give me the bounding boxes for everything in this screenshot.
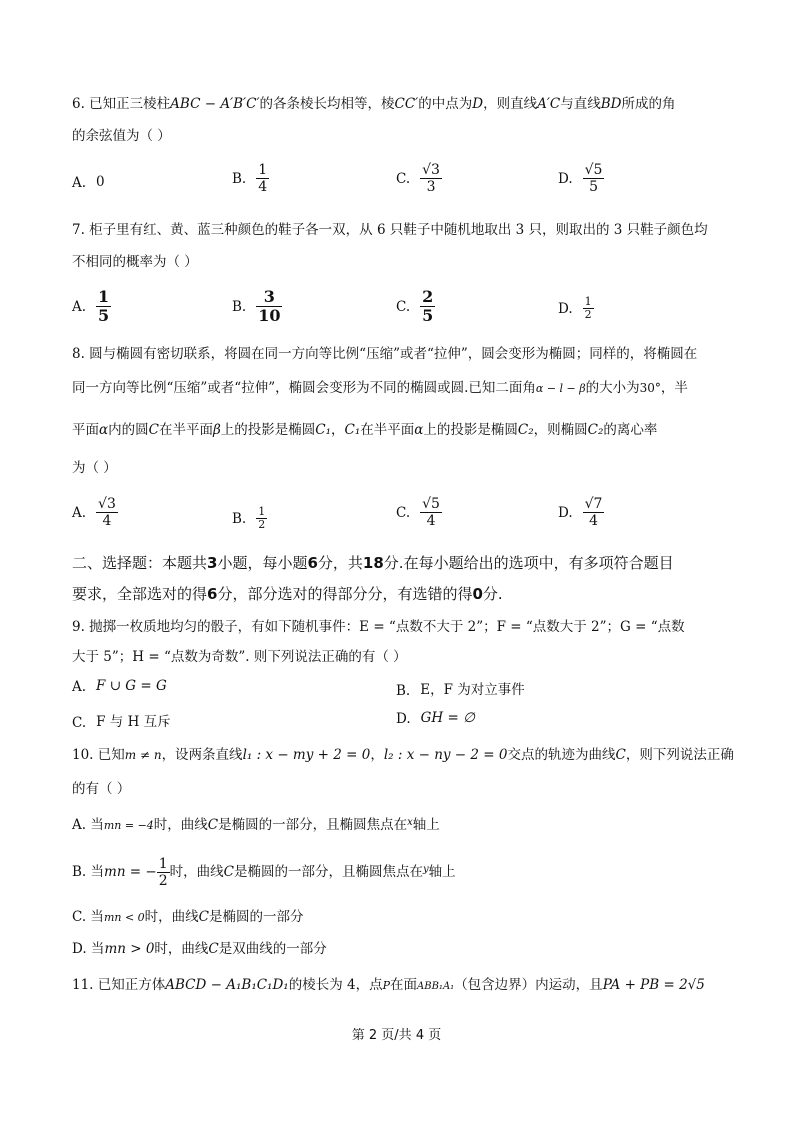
page-footer: 第 2 页/共 4 页: [351, 1028, 442, 1043]
q10-option-a[interactable]: A. 当mn = −4时，曲线C是椭圆的一部分，且椭圆焦点在$^x$轴上: [72, 817, 440, 833]
q7-line2: 不相同的概率为（ ）: [72, 254, 198, 270]
q6-option-d[interactable]: D. $\frac{√5}{5}$: [558, 162, 603, 195]
q9-option-b[interactable]: B. E，F 为对立事件: [396, 682, 525, 699]
q8-option-b[interactable]: B. $\frac{1}{2}$: [232, 505, 266, 531]
q7-line1: 7. 柜子里有红、黄、蓝三种颜色的鞋子各一双，从 6 只鞋子中随机地取出 3 只，则取出的 3 只鞋子颜色均: [72, 222, 708, 238]
q10-option-d[interactable]: D. 当mn > 0时，曲线C是双曲线的一部分: [72, 941, 327, 957]
q7-option-c[interactable]: C. $\frac{2}{5}$: [396, 287, 434, 325]
q6-option-c[interactable]: C. $\frac{√3}{3}$: [396, 162, 440, 195]
q8-line4: 为（ ）: [72, 460, 117, 476]
q7-option-a[interactable]: A. $\frac{1}{5}$: [72, 287, 110, 325]
q6-line1: 6. 已知正三棱柱ABC − A′B′C′的各条棱长均相等，棱CC′的中点为D，则直线A′C与直线BD所成的角: [72, 96, 676, 112]
q8-option-c[interactable]: C. $\frac{√5}{4}$: [396, 496, 440, 529]
q6-option-a[interactable]: A. 0: [72, 174, 105, 191]
q6-option-b[interactable]: B. $\frac{1}{4}$: [232, 162, 268, 195]
q11-line1: 11. 已知正方体ABCD − A₁B₁C₁D₁的棱长为 4，点P在面ABB₁A₁（包含边界）内运动，且PA + PB = 2√5: [72, 977, 705, 993]
q9-option-a[interactable]: A. F ∪ G = G: [72, 678, 167, 695]
q7-option-b[interactable]: B. $\frac{3}{10}$: [232, 287, 281, 325]
section2-line1: 二、选择题：本题共3小题，每小题6分，共18分.在每小题给出的选项中，有多项符合题目: [72, 554, 674, 572]
q10-option-b[interactable]: B. 当mn = − $\frac{1}{2}$ 时，曲线C是椭圆的一部分，且椭圆焦点在$^y$轴上: [72, 856, 456, 889]
q8-option-d[interactable]: D. $\frac{√7}{4}$: [558, 496, 603, 529]
q9-line2: 大于 5”；H = “点数为奇数”. 则下列说法正确的有（ ）: [72, 649, 407, 665]
q9-option-d[interactable]: D. GH = ∅: [396, 710, 475, 727]
q10-line1: 10. 已知m ≠ n，设两条直线l₁ : x − my + 2 = 0，l₂ : x − ny − 2 = 0交点的轨迹为曲线C，则下列说法正确: [72, 747, 734, 763]
q7-option-d[interactable]: D. $\frac{1}{2}$: [558, 295, 592, 321]
q8-line3: 平面α内的圆C在半平面β上的投影是椭圆C₁，C₁在半平面α上的投影是椭圆C₂，则椭圆C₂的离心率: [72, 422, 658, 438]
q8-line1: 8. 圆与椭圆有密切联系，将圆在同一方向等比例“压缩”或者“拉伸”，圆会变形为椭圆；同样的，将椭圆在: [72, 346, 698, 362]
q9-option-c[interactable]: C. F 与 H 互斥: [72, 714, 171, 731]
q10-line2: 的有（ ）: [72, 781, 131, 797]
q8-line2: 同一方向等比例“压缩”或者“拉伸”，椭圆会变形为不同的椭圆或圆.已知二面角α − l − β的大小为30°，半: [72, 380, 688, 396]
q10-option-c[interactable]: C. 当mn < 0时，曲线C是椭圆的一部分: [72, 909, 304, 925]
q9-line1: 9. 抛掷一枚质地均匀的骰子，有如下随机事件：E = “点数不大于 2”；F = “点数大于 2”；G = “点数: [72, 619, 685, 635]
q6-line2: 的余弦值为（ ）: [72, 128, 171, 144]
section2-line2: 要求，全部选对的得6分，部分选对的得部分分，有选错的得0分.: [72, 585, 503, 603]
q8-option-a[interactable]: A. $\frac{√3}{4}$: [72, 496, 116, 529]
